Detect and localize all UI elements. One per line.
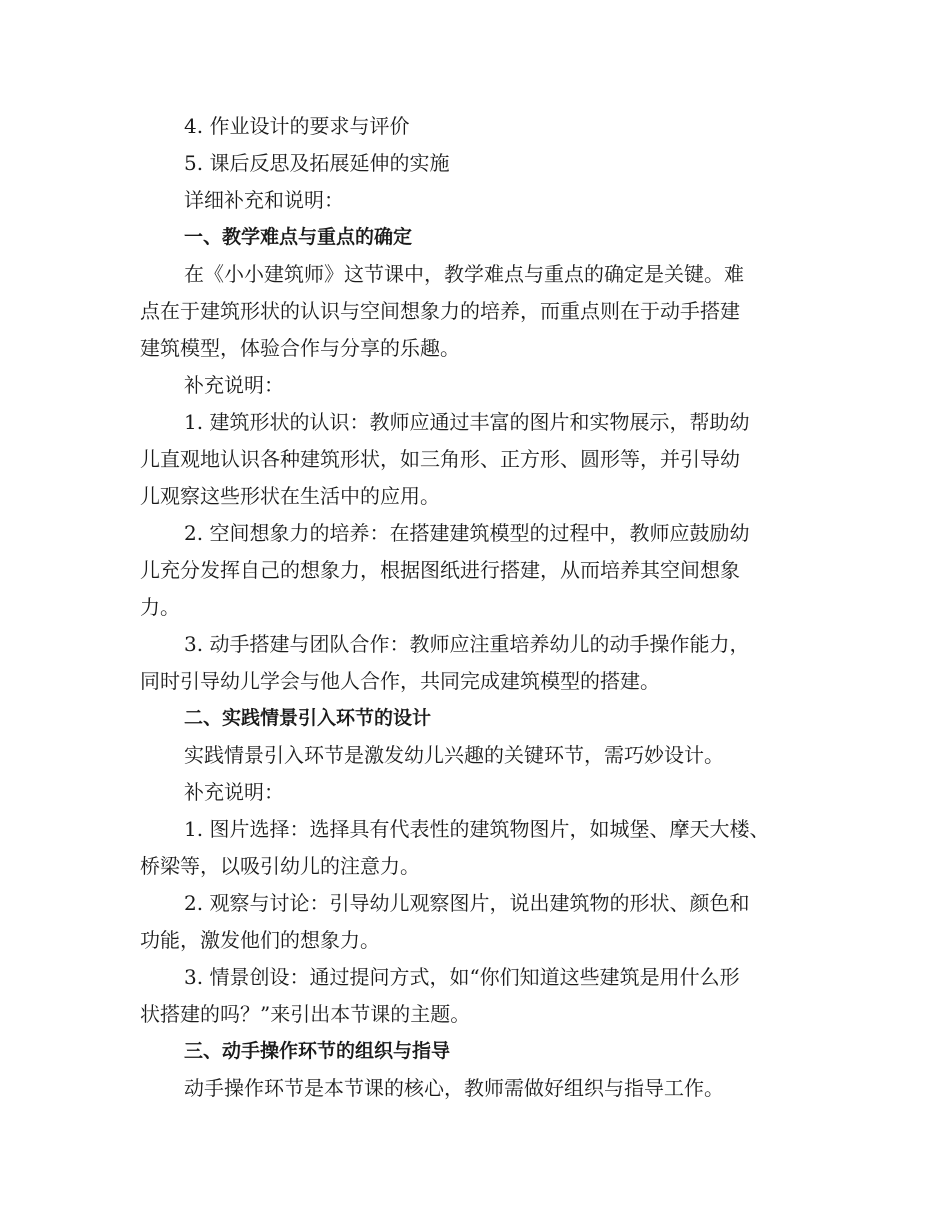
paragraph-line: 状搭建的吗？”来引出本节课的主题。 — [140, 1002, 471, 1026]
paragraph-line: 力。 — [140, 595, 180, 619]
document-body — [140, 108, 820, 1107]
list-item-5: 5. 课后反思及拓展延伸的实施 — [184, 151, 450, 175]
paragraph-line: 1. 建筑形状的认识：教师应通过丰富的图片和实物展示，帮助幼 — [184, 410, 750, 434]
paragraph-line: 2. 观察与讨论：引导幼儿观察图片，说出建筑物的形状、颜色和 — [184, 891, 750, 915]
paragraph-line: 同时引导幼儿学会与他人合作，共同完成建筑模型的搭建。 — [140, 669, 660, 693]
list-item-4: 4. 作业设计的要求与评价 — [184, 114, 410, 138]
paragraph-line: 功能，激发他们的想象力。 — [140, 928, 380, 952]
section-heading-1: 一、教学难点与重点的确定 — [184, 226, 413, 248]
paragraph-line: 3. 动手搭建与团队合作：教师应注重培养幼儿的动手操作能力， — [184, 632, 750, 656]
paragraph-line: 动手操作环节是本节课的核心，教师需做好组织与指导工作。 — [184, 1076, 724, 1100]
paragraph-line: 2. 空间想象力的培养：在搭建建筑模型的过程中，教师应鼓励幼 — [184, 521, 750, 545]
paragraph-line: 1. 图片选择：选择具有代表性的建筑物图片，如城堡、摩天大楼、 — [184, 817, 770, 841]
paragraph-line: 实践情景引入环节是激发幼儿兴趣的关键环节，需巧妙设计。 — [184, 743, 724, 767]
paragraph-line: 儿直观地认识各种建筑形状，如三角形、正方形、圆形等，并引导幼 — [140, 447, 740, 471]
paragraph-line: 儿观察这些形状在生活中的应用。 — [140, 484, 440, 508]
section-heading-2: 二、实践情景引入环节的设计 — [184, 707, 432, 729]
paragraph-line: 桥梁等，以吸引幼儿的注意力。 — [140, 854, 420, 878]
paragraph-line: 点在于建筑形状的认识与空间想象力的培养，而重点则在于动手搭建 — [140, 299, 740, 323]
paragraph-line: 在《小小建筑师》这节课中，教学难点与重点的确定是关键。难 — [184, 262, 744, 286]
paragraph-line: 3. 情景创设：通过提问方式，如“你们知道这些建筑是用什么形 — [184, 965, 740, 989]
supplement-label: 补充说明： — [184, 780, 284, 804]
intro-label: 详细补充和说明： — [184, 188, 344, 212]
supplement-label: 补充说明： — [184, 373, 284, 397]
section-heading-3: 三、动手操作环节的组织与指导 — [184, 1040, 451, 1062]
paragraph-line: 建筑模型，体验合作与分享的乐趣。 — [140, 336, 460, 360]
paragraph-line: 儿充分发挥自己的想象力，根据图纸进行搭建，从而培养其空间想象 — [140, 558, 740, 582]
